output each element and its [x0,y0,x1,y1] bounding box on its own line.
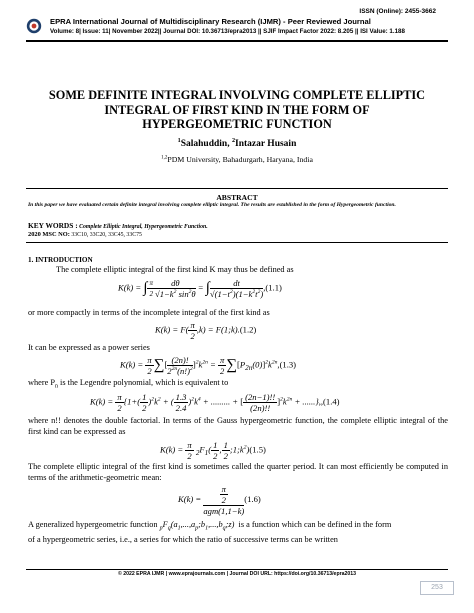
eq-label: (1.2) [239,324,257,335]
para-text: where P [28,378,55,387]
paragraph: of a hypergeometric series, i.e., a series for which the ratio of successive terms can be written [28,535,338,544]
keywords-text: Complete Elliptic Integral, Hypergeometric Function. [77,224,208,230]
journal-title: EPRA International Journal of Multidisciplinary Research (IJMR) - Peer Reviewed Journal [50,17,371,26]
affil-text: PDM University, Bahadurgarh, Haryana, India [167,155,313,164]
page-number: 253 [420,581,454,595]
keywords-label: KEY WORDS : [28,221,78,230]
author-name: Intazar Husain [235,139,297,149]
affil-sup: 1,2 [161,154,168,161]
title-line: SOME DEFINITE INTEGRAL INVOLVING COMPLETE ELLIPTIC [48,88,426,102]
paragraph: A generalized hypergeometric function $_pF_q(a_1,...,a_p;b_1,...,b_q;z)$ is a function which can be defined in the form [28,520,392,532]
paragraph: The complete elliptic integral of the first kind is sometimes called the quarter period. It can most efficiently be computed in terms of the arithmetic-geometric mean: [28,462,448,482]
paragraph: The complete elliptic integral of the first kind K may thus be defined as [56,265,294,274]
para-text: A generalized hypergeometric function [28,520,158,529]
equation-1-2: K(k) = F( $\frac{\pi}{2}$ ,k) = F(1;k).(1.2) [155,320,257,341]
eq-label: ,(1.4) [320,396,340,407]
paragraph: where $P_n$ is the Legendre polynomial, which is equivalent to [28,378,229,390]
eq-label: (1.6) [244,493,261,504]
paragraph: It can be expressed as a power series [28,343,150,352]
equation-1-4: K(k) = $\frac{\pi}{2}$ {1+( $\frac{1}{2}$ )$^2k^2$ + ( $\frac{1.3}{2.4}$ )$^2k^4$ + ......... + [ $\frac{(2n-1)!!}{(2n)!!}$ ]$^2k^{2n} + ......\},,(1.4)$ [90,392,340,413]
journal-meta: Volume: 8| Issue: 11| November 2022|| Journal DOI: 10.36713/epra2013 || SJIF Impact Factor 2022: 8.205 || ISI Value: 1.188 [50,28,405,35]
title-line: INTEGRAL OF FIRST KIND IN THE FORM OF [104,102,370,117]
abstract-rule-top [26,188,448,189]
section-heading: 1. INTRODUCTION [28,256,93,264]
footer-text: © 2022 EPRA IJMR | www.eprajournals.com | Journal DOI URL: https://doi.org/10.36713/epra2013 [117,571,357,577]
journal-logo-icon [26,18,42,34]
header-rule [26,40,448,42]
issn-label: ISSN (Online): 2455-3662 [359,8,436,15]
authors [0,139,474,149]
footer-rule [26,569,448,570]
paragraph: or more compactly in terms of the incomplete integral of the first kind as [28,308,270,317]
title-line: HYPERGEOMETRIC FUNCTION [142,117,332,131]
abstract-text: In this paper we have evaluated certain definite integral involving complete elliptic integral. The results are established in the form of Hypergeometric function. [28,202,396,208]
equation-1-6: K(k) = $\frac{\frac{\pi}{2}}{\text{agm(1,1−k)}}$ (1.6) [178,484,261,516]
author-sup: 2 [231,137,236,144]
equation-1-5: K(k) = $\frac{\pi}{2}$ $_2F_1$( $\frac{1}{2}$ , $\frac{1}{2}$ $;1;k^2)(1.5)$ [160,440,266,461]
abstract-heading: ABSTRACT [216,193,258,202]
abstract-rule-bottom [26,242,448,243]
author-sup: 1 [177,137,181,144]
paper-title [20,88,454,132]
eq-label: ,(1.1) [263,282,282,293]
eq-label: ,(1.3) [277,359,297,370]
msc-numbers [28,231,142,238]
paragraph: where n!! denotes the double factorial. In terms of the Gauss hypergeometric function, the complete elliptic integral of the first kind can be expressed as [28,416,448,436]
para-text: is a function which can be defined in the form [238,520,392,529]
affiliation [0,155,474,164]
msc-text: 33C10, 33C20, 33C45, 33C75 [69,232,142,238]
equation-1-3: K(k) = $\frac{\pi}{2}$ ∑[ $\frac{(2n)!}{2^{2n}(n!)^2}$ ]$^2k^{2n}$ = $\frac{\pi}{2}$ $\sum[P_{2n}(0)]^2k^{2n},(1.3)$ [120,355,297,376]
author-name: Salahuddin, [180,139,232,149]
msc-label: 2020 MSC NO: [28,231,70,238]
eq-label: (1.5) [249,444,266,455]
keywords [28,221,208,230]
equation-1-1: K(k) = ∫ $\frac{\pi}{2}$ $\frac{d\theta}{√1-k^2 \sin^2\theta}$ = ∫ $\frac{dt}{√(1-t^2)(1-k^2t^2)}$ ,(1.1) [118,278,282,299]
para-text: is the Legendre polynomial, which is equivalent to [57,378,229,387]
